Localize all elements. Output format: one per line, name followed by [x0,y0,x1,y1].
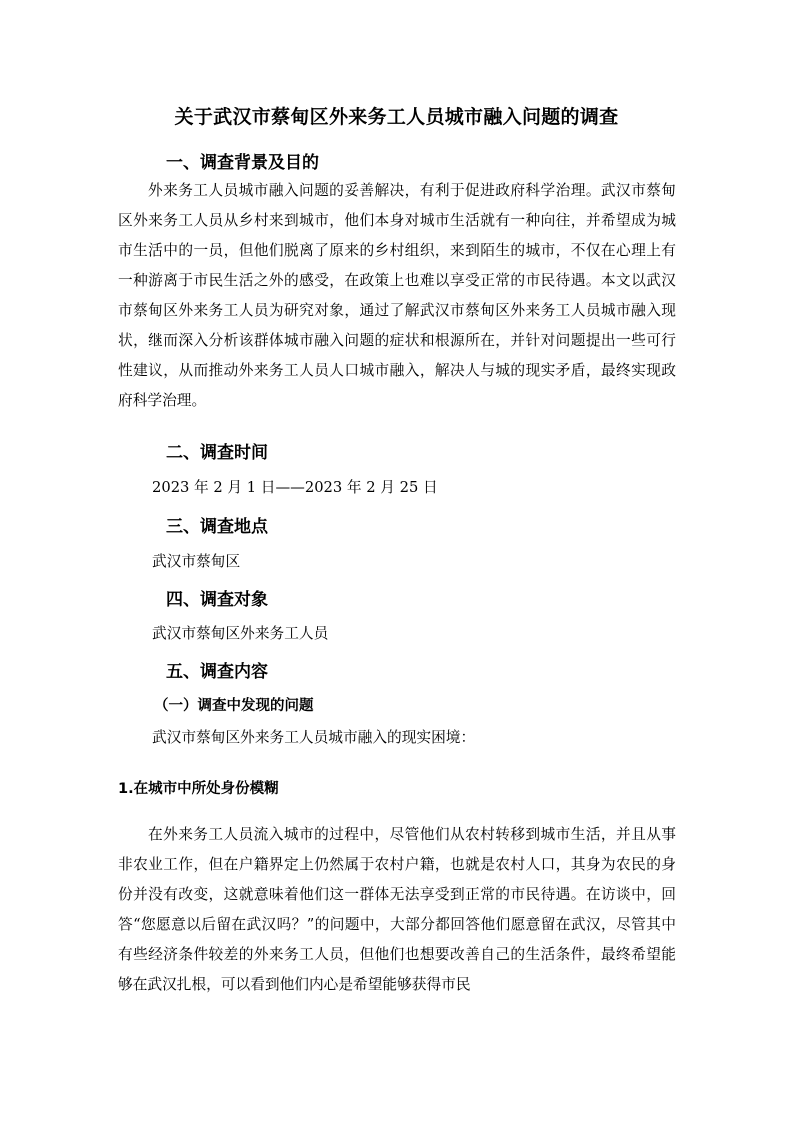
background-paragraph: 外来务工人员城市融入问题的妥善解决，有利于促进政府科学治理。武汉市蔡甸区外来务工人员从乡村来到城市，他们本身对城市生活就有一种向往，并希望成为城市生活中的一员，但他们脱离了原来的乡村组织，来到陌生的城市，不仅在心理上有一种游离于市民生活之外的感受，在政策上也难以享受正常的市民待遇。本文以武汉市蔡甸区外来务工人员为研究对象，通过了解武汉市蔡甸区外来务工人员城市融入现状，继而深入分析该群体城市融入问题的症状和根源所在，并针对问题提出一些可行性建议，从而推动外来务工人员人口城市融入，解决人与城的现实矛盾，最终实现政府科学治理。 [118,182,676,409]
section-heading-time: 二、调查时间 [166,443,268,463]
section-heading-place: 三、调查地点 [166,517,268,537]
section-heading-background: 一、调查背景及目的 [166,153,319,173]
item1-heading: 1.在城市中所处身份模糊 [118,781,279,797]
survey-time-text: 2023 年 2 月 1 日——2023 年 2 月 25 日 [152,479,438,496]
content-intro-text: 武汉市蔡甸区外来务工人员城市融入的现实困境： [152,729,476,746]
survey-place-text: 武汉市蔡甸区 [152,553,241,570]
section-heading-subject: 四、调查对象 [166,590,268,610]
document-title: 关于武汉市蔡甸区外来务工人员城市融入问题的调查 [174,106,619,128]
item1-paragraph: 在外来务工人员流入城市的过程中，尽管他们从农村转移到城市生活，并且从事非农业工作，但在户籍界定上仍然属于农村户籍，也就是农村人口，其身为农民的身份并没有改变，这就意味着他们这一群体无法享受到正常的市民待遇。在访谈中，回答“您愿意以后留在武汉吗？”的问题中，大部分都回答他们愿意留在武汉，尽管其中有些经济条件较差的外来务工人员，但他们也想要改善自己的生活条件，最终希望能够在武汉扎根，可以看到他们内心是希望能够获得市民 [118,826,676,993]
section-heading-content: 五、调查内容 [166,662,268,682]
survey-subject-text: 武汉市蔡甸区外来务工人员 [152,625,329,642]
subsection-heading-problems: （一）调查中发现的问题 [154,698,314,714]
